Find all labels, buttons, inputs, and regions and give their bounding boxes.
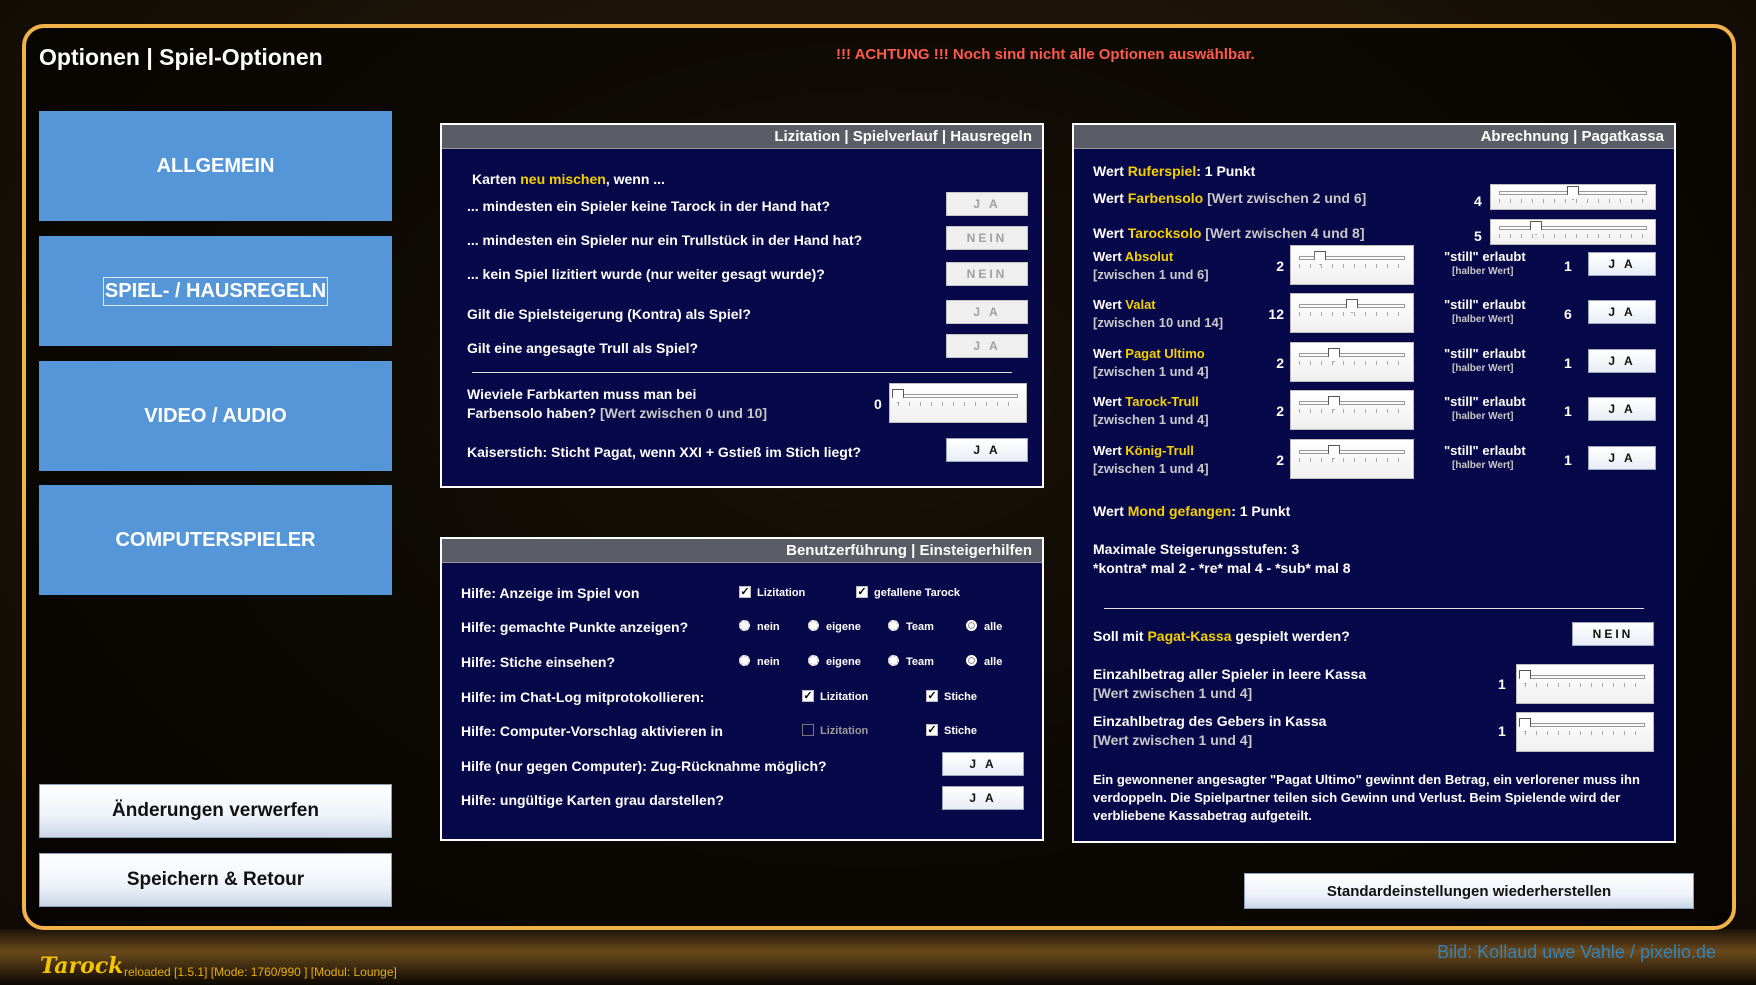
tarocksolo-slider[interactable] (1490, 219, 1656, 245)
option-label: Lizitation (820, 725, 869, 737)
steigerung-line2: *kontra* mal 2 - *re* mal 4 - *sub* mal 8 (1093, 560, 1351, 576)
wert-row-value: 2 (1276, 403, 1284, 419)
slider-thumb[interactable] (1328, 445, 1340, 459)
nav-label: ALLGEMEIN (156, 154, 275, 177)
wert-row-range: [zwischen 10 und 14] (1093, 315, 1224, 330)
wert-row-range: [zwischen 1 und 4] (1093, 364, 1209, 379)
radio-nein[interactable] (739, 620, 750, 631)
still-toggle[interactable]: J A (1588, 397, 1656, 421)
kassa-question: Soll mit Pagat-Kassa gespielt werden? (1093, 628, 1350, 644)
footer-logo: Tarock (40, 953, 124, 979)
einzahl1-slider[interactable] (1516, 664, 1654, 704)
halber-label: [halber Wert] (1452, 314, 1514, 325)
einzahl1-label: Einzahlbetrag aller Spieler in leere Kassa (1093, 666, 1367, 682)
q2-toggle[interactable]: NEIN (946, 226, 1028, 250)
divider (472, 372, 1012, 373)
option-label: nein (757, 621, 780, 633)
wert-row-range: [zwischen 1 und 4] (1093, 461, 1209, 476)
option-label: alle (984, 621, 1003, 633)
radio-team[interactable] (888, 655, 899, 666)
wert-row-label: Wert Tarock-Trull (1093, 394, 1199, 409)
still-toggle[interactable]: J A (1588, 446, 1656, 470)
lizitation-panel (440, 123, 1044, 488)
checkbox-stiche[interactable]: ✓ (927, 724, 937, 736)
save-button[interactable]: Speichern & Retour (39, 853, 392, 907)
wert-row-label: Wert Pagat Ultimo (1093, 346, 1205, 361)
wert-row-slider[interactable] (1290, 390, 1414, 430)
q4-toggle[interactable]: J A (946, 300, 1028, 324)
kaiser-label: Kaiserstich: Sticht Pagat, wenn XXI + Gstieß im Stich liegt? (467, 444, 862, 460)
nav-computerspieler[interactable] (39, 485, 392, 595)
half-value: 1 (1564, 355, 1572, 371)
panel-header: Lizitation | Spielverlauf | Hausregeln (442, 125, 1042, 149)
kassa-info: Ein gewonnener angesagter "Pagat Ultimo" gewinnt den Betrag, ein verlorener muss ihn verdoppeln. Die Spielpartner teilen sich Gewinn und Verlust. Beim Spielende wird der verbliebene Kassabetrag aufgeteilt. (1093, 772, 1640, 823)
farbensolo-slider[interactable] (1490, 184, 1656, 210)
still-label: "still" erlaubt (1444, 394, 1526, 409)
kassa-toggle[interactable]: NEIN (1572, 622, 1654, 646)
radio-eigene[interactable] (808, 620, 819, 631)
hilfe-r6-label: Hilfe (nur gegen Computer): Zug-Rücknahme möglich? (461, 758, 827, 774)
half-value: 1 (1564, 452, 1572, 468)
nav-label: VIDEO / AUDIO (144, 404, 287, 427)
q3-label: ... kein Spiel lizitiert wurde (nur weiter gesagt wurde)? (467, 266, 825, 282)
option-label: eigene (826, 621, 861, 633)
radio-alle[interactable] (966, 655, 977, 666)
half-value: 6 (1564, 306, 1572, 322)
panel-header: Benutzerführung | Einsteigerhilfen (442, 539, 1042, 563)
still-label: "still" erlaubt (1444, 297, 1526, 312)
still-toggle[interactable]: J A (1588, 252, 1656, 276)
page-title: Optionen | Spiel-Optionen (39, 44, 323, 70)
option-label: Lizitation (820, 691, 869, 703)
warning-text: !!! ACHTUNG !!! Noch sind nicht alle Optionen auswählbar. (836, 46, 1255, 63)
checkbox-gefallene-tarock[interactable]: ✓ (857, 586, 867, 598)
radio-alle[interactable] (966, 620, 977, 631)
divider (1104, 608, 1644, 609)
hilfe-r4-label: Hilfe: im Chat-Log mitprotokollieren: (461, 689, 705, 705)
footer-credit: Bild: Kollaud uwe Vahle / pixelio.de (1437, 942, 1716, 962)
option-label: Stiche (944, 725, 978, 737)
q4-label: Gilt die Spielsteigerung (Kontra) als Spiel? (467, 306, 751, 322)
farb-value: 0 (874, 396, 882, 412)
restore-defaults-button[interactable]: Standardeinstellungen wiederherstellen (1244, 873, 1694, 909)
still-toggle[interactable]: J A (1588, 349, 1656, 373)
hilfe-r2-label: Hilfe: gemachte Punkte anzeigen? (461, 619, 689, 635)
option-label: Lizitation (757, 587, 806, 599)
farb-line2: Farbensolo haben? [Wert zwischen 0 und 10] (467, 405, 768, 421)
einzahl2-range: [Wert zwischen 1 und 4] (1093, 732, 1253, 748)
farbensolo-value: 4 (1474, 193, 1482, 209)
wert-row-range: [zwischen 1 und 6] (1093, 267, 1209, 282)
einzahl1-range: [Wert zwischen 1 und 4] (1093, 685, 1253, 701)
slider-thumb[interactable] (1519, 718, 1531, 732)
steigerung-line1: Maximale Steigerungsstufen: 3 (1093, 541, 1300, 557)
grau-toggle[interactable]: J A (942, 786, 1024, 810)
wert-row-label: Wert Absolut (1093, 249, 1174, 264)
rufer-label: Wert Ruferspiel: 1 Punkt (1093, 163, 1256, 179)
option-label: gefallene Tarock (874, 587, 960, 599)
checkbox-stiche[interactable]: ✓ (927, 690, 937, 702)
wert-row-value: 2 (1276, 258, 1284, 274)
einzahl2-value: 1 (1498, 723, 1506, 739)
halber-label: [halber Wert] (1452, 460, 1514, 471)
nav-allgemein[interactable] (39, 111, 392, 221)
slider-thumb[interactable] (1530, 221, 1542, 235)
still-toggle[interactable]: J A (1588, 300, 1656, 324)
slider-thumb[interactable] (1567, 186, 1579, 200)
checkbox-lizitation[interactable]: ✓ (803, 690, 813, 702)
wert-row-value: 12 (1268, 306, 1284, 322)
option-label: Stiche (944, 691, 978, 703)
q5-label: Gilt eine angesagte Trull als Spiel? (467, 340, 699, 356)
slider-thumb[interactable] (1328, 348, 1340, 362)
hilfe-r7-label: Hilfe: ungültige Karten grau darstellen? (461, 792, 724, 808)
wert-row-slider[interactable] (1290, 439, 1414, 479)
tarocksolo-label: Wert Tarocksolo [Wert zwischen 4 und 8] (1093, 225, 1365, 241)
q1-toggle[interactable]: J A (946, 192, 1028, 216)
footer-status: reloaded [1.5.1] [Mode: 1760/990 ] [Modul: Lounge] (124, 965, 397, 979)
still-label: "still" erlaubt (1444, 249, 1526, 264)
option-label: Team (906, 621, 934, 633)
q3-toggle[interactable]: NEIN (946, 262, 1028, 286)
nav-label: SPIEL- / HAUSREGELN (103, 277, 328, 306)
slider-thumb[interactable] (1328, 396, 1340, 410)
nav-spielregeln[interactable] (39, 236, 392, 346)
hilfe-r5-label: Hilfe: Computer-Vorschlag aktivieren in (461, 723, 723, 739)
farb-line1: Wieviele Farbkarten muss man bei (467, 386, 697, 402)
mond-label: Wert Mond gefangen: 1 Punkt (1093, 503, 1291, 519)
discard-button[interactable]: Änderungen verwerfen (39, 784, 392, 838)
intro-text: Karten neu mischen, wenn ... (472, 171, 665, 187)
radio-nein[interactable] (739, 655, 750, 666)
rucknahme-toggle[interactable]: J A (942, 752, 1024, 776)
slider-thumb[interactable] (1346, 299, 1358, 313)
half-value: 1 (1564, 258, 1572, 274)
halber-label: [halber Wert] (1452, 363, 1514, 374)
half-value: 1 (1564, 403, 1572, 419)
farb-slider[interactable] (889, 383, 1027, 423)
slider-thumb[interactable] (1519, 670, 1531, 684)
halber-label: [halber Wert] (1452, 411, 1514, 422)
wert-row-slider[interactable] (1290, 245, 1414, 285)
wert-row-label: Wert König-Trull (1093, 443, 1194, 458)
halber-label: [halber Wert] (1452, 266, 1514, 277)
wert-row-value: 2 (1276, 452, 1284, 468)
checkbox-lizitation[interactable] (802, 724, 814, 736)
still-label: "still" erlaubt (1444, 443, 1526, 458)
still-label: "still" erlaubt (1444, 346, 1526, 361)
q5-toggle[interactable]: J A (946, 334, 1028, 358)
option-label: Team (906, 656, 934, 668)
radio-eigene[interactable] (808, 655, 819, 666)
slider-thumb[interactable] (1314, 251, 1326, 265)
wert-row-slider[interactable] (1290, 342, 1414, 382)
hilfe-r1-label: Hilfe: Anzeige im Spiel von (461, 585, 640, 601)
wert-row-value: 2 (1276, 355, 1284, 371)
q1-label: ... mindesten ein Spieler keine Tarock in der Hand hat? (467, 198, 831, 214)
option-label: nein (757, 656, 780, 668)
checkbox-lizitation[interactable]: ✓ (740, 586, 750, 598)
radio-team[interactable] (888, 620, 899, 631)
wert-row-range: [zwischen 1 und 4] (1093, 412, 1209, 427)
farbensolo-label: Wert Farbensolo [Wert zwischen 2 und 6] (1093, 190, 1367, 206)
nav-video-audio[interactable] (39, 361, 392, 471)
q2-label: ... mindesten ein Spieler nur ein Trullstück in der Hand hat? (467, 232, 863, 248)
tarocksolo-value: 5 (1474, 228, 1482, 244)
abrechnung-panel (1072, 123, 1676, 843)
wert-row-slider[interactable] (1290, 293, 1414, 333)
option-label: eigene (826, 656, 861, 668)
panel-header: Abrechnung | Pagatkassa (1074, 125, 1674, 149)
einzahl2-slider[interactable] (1516, 712, 1654, 752)
einzahl2-label: Einzahlbetrag des Gebers in Kassa (1093, 713, 1327, 729)
nav-label: COMPUTERSPIELER (115, 528, 316, 551)
kaiser-toggle[interactable]: J A (946, 438, 1028, 462)
hilfe-panel (440, 537, 1044, 841)
hilfe-r3-label: Hilfe: Stiche einsehen? (461, 654, 616, 670)
einzahl1-value: 1 (1498, 676, 1506, 692)
option-label: alle (984, 656, 1003, 668)
slider-thumb[interactable] (892, 389, 904, 403)
wert-row-label: Wert Valat (1093, 297, 1156, 312)
